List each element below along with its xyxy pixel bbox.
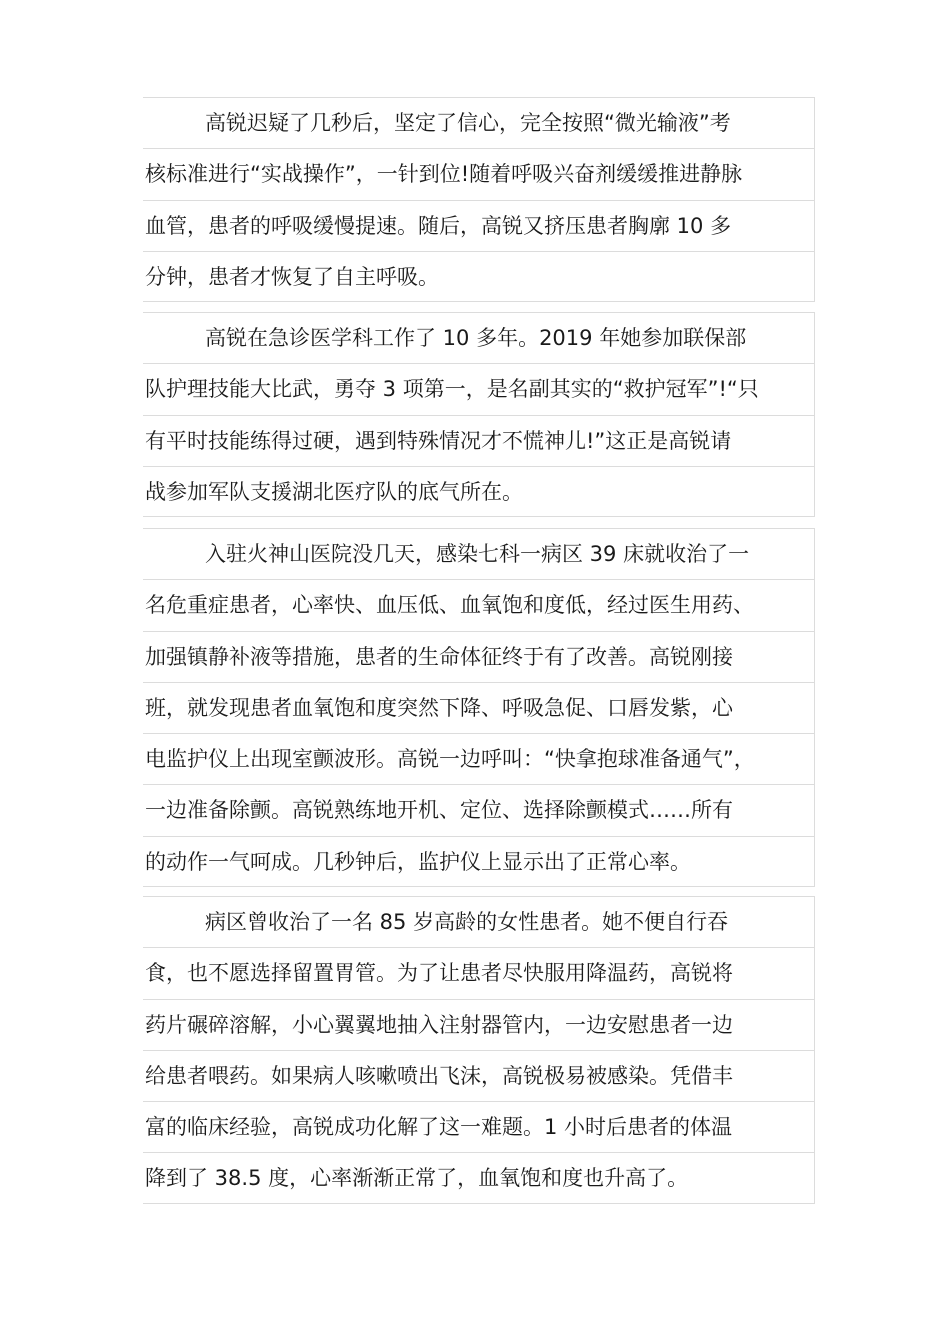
paragraph-line: 队护理技能大比武，勇夺 3 项第一，是名副其实的“救护冠军”!“只 xyxy=(143,363,815,414)
paragraph-line: 名危重症患者，心率快、血压低、血氧饱和度低，经过医生用药、 xyxy=(143,579,815,630)
paragraph-line: 有平时技能练得过硬，遇到特殊情况才不慌神儿!”这正是高锐请 xyxy=(143,415,815,466)
paragraph-line: 高锐迟疑了几秒后，坚定了信心，完全按照“微光输液”考 xyxy=(143,97,815,148)
paragraph-1 xyxy=(143,97,815,302)
paragraph-line: 血管，患者的呼吸缓慢提速。随后，高锐又挤压患者胸廓 10 多 xyxy=(143,200,815,251)
paragraph-line: 高锐在急诊医学科工作了 10 多年。2019 年她参加联保部 xyxy=(143,312,815,363)
paragraph-line: 富的临床经验，高锐成功化解了这一难题。1 小时后患者的体温 xyxy=(143,1101,815,1152)
paragraph-line: 降到了 38.5 度，心率渐渐正常了，血氧饱和度也升高了。 xyxy=(143,1152,815,1203)
paragraph-line: 一边准备除颤。高锐熟练地开机、定位、选择除颤模式……所有 xyxy=(143,784,815,835)
paragraph-line: 入驻火神山医院没几天，感染七科一病区 39 床就收治了一 xyxy=(143,528,815,579)
paragraph-2 xyxy=(143,312,815,517)
paragraph-line: 分钟，患者才恢复了自主呼吸。 xyxy=(143,251,815,302)
paragraph-line: 核标准进行“实战操作”，一针到位!随着呼吸兴奋剂缓缓推进静脉 xyxy=(143,148,815,199)
paragraph-line: 病区曾收治了一名 85 岁高龄的女性患者。她不便自行吞 xyxy=(143,896,815,947)
paragraph-line: 电监护仪上出现室颤波形。高锐一边呼叫：“快拿抱球准备通气”， xyxy=(143,733,815,784)
paragraph-line: 班，就发现患者血氧饱和度突然下降、呼吸急促、口唇发紫，心 xyxy=(143,682,815,733)
paragraph-line: 的动作一气呵成。几秒钟后，监护仪上显示出了正常心率。 xyxy=(143,836,815,887)
paragraph-line: 加强镇静补液等措施，患者的生命体征终于有了改善。高锐刚接 xyxy=(143,631,815,682)
paragraph-line: 战参加军队支援湖北医疗队的底气所在。 xyxy=(143,466,815,517)
paragraph-line: 药片碾碎溶解，小心翼翼地抽入注射器管内，一边安慰患者一边 xyxy=(143,999,815,1050)
paragraph-4 xyxy=(143,896,815,1204)
paragraph-line: 食，也不愿选择留置胃管。为了让患者尽快服用降温药，高锐将 xyxy=(143,947,815,998)
paragraph-3 xyxy=(143,528,815,887)
paragraph-line: 给患者喂药。如果病人咳嗽喷出飞沫，高锐极易被感染。凭借丰 xyxy=(143,1050,815,1101)
